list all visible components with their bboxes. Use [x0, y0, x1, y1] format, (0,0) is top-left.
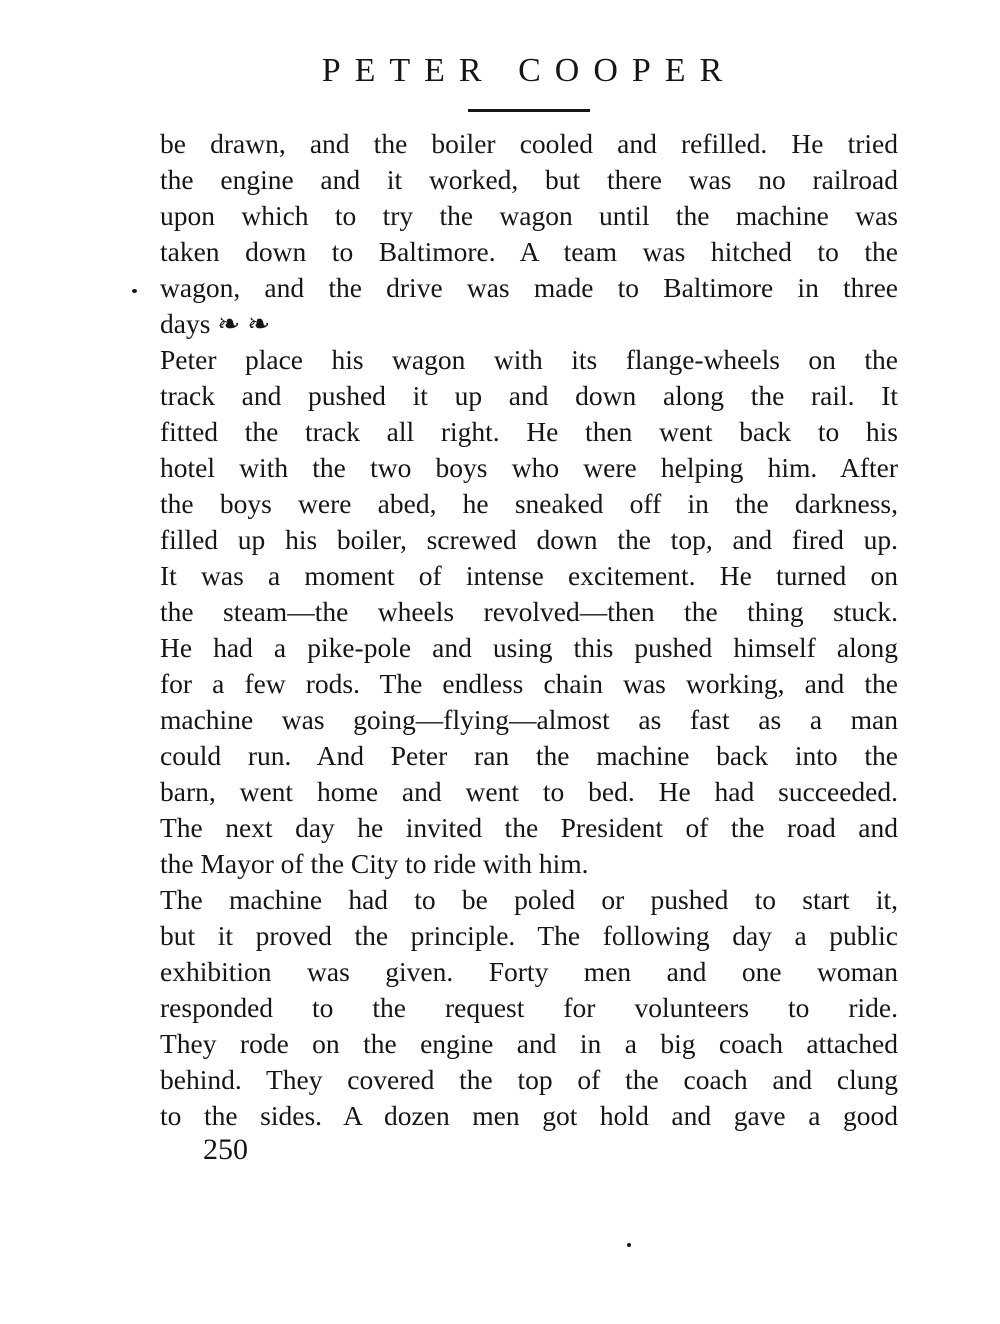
title-rule [468, 109, 590, 112]
text-line: He had a pike-pole and using this pushed himself along [160, 632, 898, 663]
text-line: machine was going—flying—almost as fast as a man [160, 704, 898, 735]
text-line: barn, went home and went to bed. He had succeeded. [160, 776, 898, 807]
text-line: the boys were abed, he sneaked off in the darkness, [160, 488, 898, 519]
text-line: taken down to Baltimore. A team was hitched to the [160, 236, 898, 267]
text-line: track and pushed it up and down along the rail. It [160, 380, 898, 411]
text-line: The next day he invited the President of the road and [160, 812, 898, 843]
text-line: fitted the track all right. He then went back to his [160, 416, 898, 447]
text-line: The machine had to be poled or pushed to start it, [160, 884, 898, 915]
text-line: Peter place his wagon with its flange-wheels on the [160, 344, 898, 375]
page-title: PETER COOPER [321, 52, 737, 89]
text-line: responded to the request for volunteers to ride. [160, 992, 898, 1023]
scan-speck [132, 289, 137, 293]
text-line: but it proved the principle. The following day a public [160, 920, 898, 951]
text-line: exhibition was given. Forty men and one woman [160, 956, 898, 987]
page-number: 250 [203, 1133, 248, 1166]
scan-speck [627, 1243, 631, 1247]
text-line: They rode on the engine and in a big coach attached [160, 1028, 898, 1059]
text-line: filled up his boiler, screwed down the top, and fired up. [160, 524, 898, 555]
text-line: could run. And Peter ran the machine back into the [160, 740, 898, 771]
body-text [160, 126, 898, 1134]
text-line: to the sides. A dozen men got hold and gave a good [160, 1100, 898, 1131]
text-line: upon which to try the wagon until the machine was [160, 200, 898, 231]
text-line: for a few rods. The endless chain was working, and the [160, 668, 898, 699]
text-line: days ❧ ❧ [160, 308, 271, 339]
text-line: the steam—the wheels revolved—then the thing stuck. [160, 596, 898, 627]
text-line: hotel with the two boys who were helping him. After [160, 452, 898, 483]
text-line: the Mayor of the City to ride with him. [160, 848, 589, 879]
text-line: wagon, and the drive was made to Baltimore in three [160, 272, 898, 303]
text-line: the engine and it worked, but there was no railroad [160, 164, 898, 195]
text-line: It was a moment of intense excitement. He turned on [160, 560, 898, 591]
text-line: be drawn, and the boiler cooled and refilled. He tried [160, 128, 898, 159]
text-line: behind. They covered the top of the coach and clung [160, 1064, 898, 1095]
